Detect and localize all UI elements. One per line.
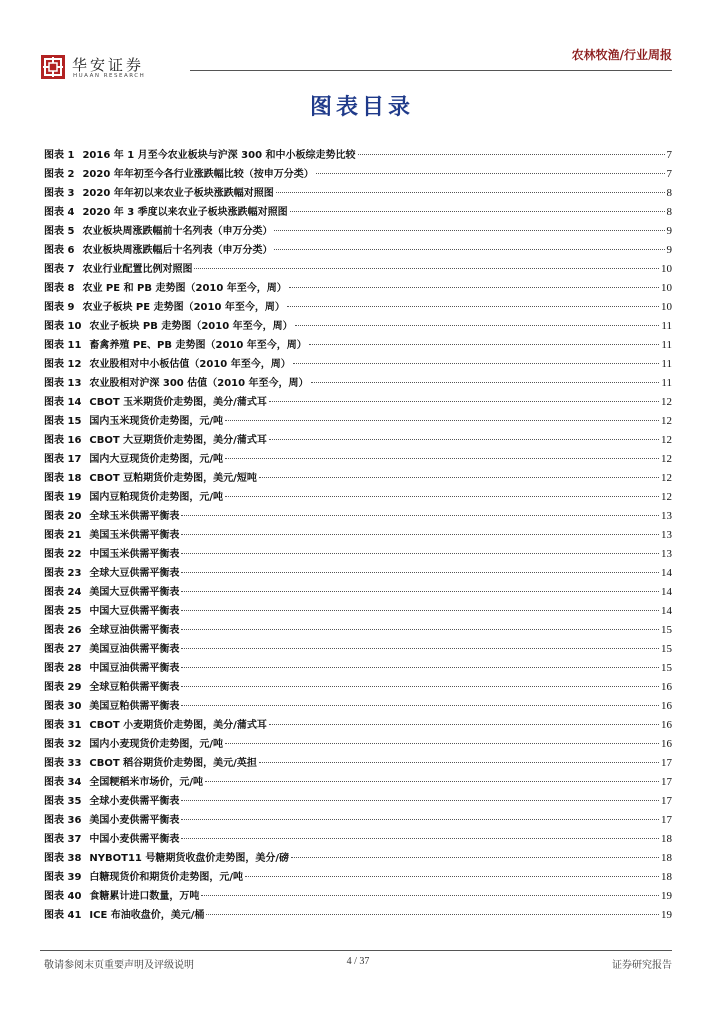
toc-entry-label: 图表 21 [44,530,82,541]
toc-entry-title: 中国玉米供需平衡表 [89,549,180,560]
toc-entry[interactable] [44,621,672,640]
page-title: 图表目录 [309,95,414,120]
toc-entry-title: 全球豆粕供需平衡表 [89,682,180,693]
toc-entry-title: 2020 年年初以来农业子板块涨跌幅对照图 [82,188,274,199]
toc-entry-page: 18 [661,871,672,883]
toc-entry-title: 国内小麦现货价走势图，元/吨 [89,739,224,750]
toc-entry[interactable] [44,583,672,602]
toc-entry-label: 图表 1 [44,150,75,161]
toc-entry-label: 图表 27 [44,644,82,655]
toc-entry[interactable] [44,165,672,184]
toc-dot-leader [225,420,659,421]
toc-dot-leader [181,800,659,801]
toc-entry-title: 农业 PE 和 PB 走势图（2010 年至今，周） [82,283,287,294]
toc-entry-title: 农业板块周涨跌幅前十名列表（申万分类） [82,226,273,237]
toc-entry[interactable] [44,450,672,469]
toc-entry-label: 图表 41 [44,910,82,921]
toc-entry[interactable] [44,355,672,374]
toc-dot-leader [181,591,659,592]
toc-dot-leader [295,325,660,326]
toc-entry-label: 图表 31 [44,720,82,731]
toc-dot-leader [225,458,659,459]
toc-entry-title: CBOT 小麦期货价走势图，美分/蒲式耳 [89,720,267,731]
toc-entry[interactable] [44,830,672,849]
toc-dot-leader [259,477,659,478]
toc-entry-label: 图表 26 [44,625,82,636]
toc-entry-page: 14 [661,567,672,579]
toc-entry-title: 畜禽养殖 PE、PB 走势图（2010 年至今，周） [89,340,307,351]
toc-entry-label: 图表 13 [44,378,82,389]
toc-entry-title: 全球玉米供需平衡表 [89,511,180,522]
toc-entry-title: 2020 年年初至今各行业涨跌幅比较（按申万分类） [82,169,314,180]
toc-dot-leader [225,496,659,497]
toc-entry-title: 美国大豆供需平衡表 [89,587,180,598]
toc-entry-title: 全球豆油供需平衡表 [89,625,180,636]
toc-entry-page: 9 [666,244,672,256]
toc-entry-page: 14 [661,586,672,598]
toc-entry[interactable] [44,792,672,811]
toc-entry-title: 美国小麦供需平衡表 [89,815,180,826]
toc-entry-label: 图表 22 [44,549,82,560]
toc-entry-title: 全球大豆供需平衡表 [89,568,180,579]
toc-entry-title: 2016 年 1 月至今农业板块与沪深 300 和中小板综走势比较 [82,150,356,161]
toc-entry-title: 农业板块周涨跌幅后十名列表（申万分类） [82,245,273,256]
toc-entry-label: 图表 39 [44,872,82,883]
toc-entry-page: 11 [661,320,672,332]
toc-entry[interactable] [44,412,672,431]
toc-entry-title: 美国豆油供需平衡表 [89,644,180,655]
toc-entry-page: 10 [661,301,672,313]
logo-mark-icon [40,54,66,80]
toc-entry[interactable] [44,526,672,545]
toc-entry[interactable] [44,241,672,260]
toc-entry[interactable] [44,811,672,830]
toc-entry-page: 16 [661,681,672,693]
toc-entry-label: 图表 15 [44,416,82,427]
toc-dot-leader [181,534,659,535]
toc-entry-page: 17 [661,757,672,769]
toc-entry-page: 10 [661,263,672,275]
toc-entry[interactable] [44,298,672,317]
toc-entry-label: 图表 30 [44,701,82,712]
toc-dot-leader [274,249,664,250]
toc-dot-leader [181,515,659,516]
toc-entry-title: 中国大豆供需平衡表 [89,606,180,617]
toc-entry-label: 图表 23 [44,568,82,579]
toc-dot-leader [291,857,659,858]
toc-dot-leader [309,344,660,345]
toc-entry[interactable] [44,279,672,298]
toc-entry-title: 农业股相对中小板估值（2010 年至今，周） [89,359,291,370]
toc-entry-title: 美国豆粕供需平衡表 [89,701,180,712]
toc-entry[interactable] [44,906,672,925]
toc-entry-label: 图表 40 [44,891,82,902]
toc-entry-page: 18 [661,852,672,864]
toc-entry[interactable] [44,260,672,279]
toc-dot-leader [293,363,660,364]
toc-entry-label: 图表 3 [44,188,75,199]
toc-entry[interactable] [44,659,672,678]
toc-entry[interactable] [44,754,672,773]
toc-entry-label: 图表 32 [44,739,82,750]
toc-dot-leader [181,648,659,649]
toc-entry-page: 16 [661,719,672,731]
toc-entry[interactable] [44,716,672,735]
toc-dot-leader [289,287,659,288]
report-type: 证券研究报告 [612,960,672,971]
toc-entry-label: 图表 28 [44,663,82,674]
toc-entry-page: 12 [661,472,672,484]
toc-entry-title: 国内大豆现货价走势图，元/吨 [89,454,224,465]
toc-entry[interactable] [44,374,672,393]
toc-entry-title: CBOT 玉米期货价走势图，美分/蒲式耳 [89,397,267,408]
logo-text-cn: 华安证券 [72,56,145,74]
toc-dot-leader [181,686,659,687]
toc-dot-leader [206,914,659,915]
toc-entry[interactable] [44,184,672,203]
toc-dot-leader [205,781,659,782]
toc-entry-label: 图表 38 [44,853,82,864]
toc-entry-title: 国内豆粕现货价走势图，元/吨 [89,492,224,503]
toc-dot-leader [311,382,660,383]
toc-entry-page: 18 [661,833,672,845]
toc-entry-page: 12 [661,415,672,427]
toc-entry-title: 中国豆油供需平衡表 [89,663,180,674]
toc-entry[interactable] [44,773,672,792]
logo-text-en: HUAAN RESEARCH [73,73,146,79]
toc-entry-page: 13 [661,529,672,541]
toc-dot-leader [181,819,659,820]
toc-entry[interactable] [44,602,672,621]
toc-entry-label: 图表 37 [44,834,82,845]
toc-entry-page: 10 [661,282,672,294]
toc-entry[interactable] [44,887,672,906]
toc-entry[interactable] [44,203,672,222]
report-category: 农林牧渔/行业周报 [571,48,672,62]
toc-dot-leader [201,895,659,896]
toc-entry-title: CBOT 稻谷期货价走势图，美元/英担 [89,758,257,769]
toc-entry-page: 11 [661,377,672,389]
toc-dot-leader [194,268,659,269]
toc-entry-page: 7 [666,149,672,161]
toc-entry-page: 19 [661,909,672,921]
toc-entry-label: 图表 7 [44,264,75,275]
toc-entry[interactable] [44,393,672,412]
toc-dot-leader [269,401,659,402]
toc-dot-leader [225,743,659,744]
toc-entry[interactable] [44,488,672,507]
toc-entry-label: 图表 11 [44,340,82,351]
toc-entry-label: 图表 18 [44,473,82,484]
toc-entry-page: 16 [661,700,672,712]
toc-entry-page: 8 [666,206,672,218]
toc-entry[interactable] [44,545,672,564]
toc-entry-label: 图表 14 [44,397,82,408]
toc-entry-label: 图表 12 [44,359,82,370]
footer-divider [40,950,672,951]
toc-entry-label: 图表 10 [44,321,82,332]
toc-entry-label: 图表 8 [44,283,75,294]
toc-entry-title: NYBOT11 号糖期货收盘价走势图，美分/磅 [89,853,290,864]
toc-dot-leader [181,610,659,611]
footer-disclaimer: 敬请参阅末页重要声明及评级说明 [44,960,194,971]
toc-entry-label: 图表 19 [44,492,82,503]
toc-entry-title: 农业股相对沪深 300 估值（2010 年至今，周） [89,378,309,389]
toc-entry-title: 美国玉米供需平衡表 [89,530,180,541]
toc-entry-page: 19 [661,890,672,902]
toc-entry-page: 12 [661,453,672,465]
toc-dot-leader [181,838,659,839]
toc-entry-page: 17 [661,776,672,788]
toc-entry-label: 图表 17 [44,454,82,465]
toc-entry[interactable] [44,507,672,526]
toc-entry-label: 图表 4 [44,207,75,218]
toc-entry-label: 图表 2 [44,169,75,180]
toc-entry[interactable] [44,849,672,868]
toc-entry-page: 13 [661,510,672,522]
toc-entry-label: 图表 29 [44,682,82,693]
toc-entry[interactable] [44,640,672,659]
toc-entry[interactable] [44,735,672,754]
toc-entry-page: 16 [661,738,672,750]
toc-entry-page: 12 [661,396,672,408]
toc-dot-leader [181,553,659,554]
toc-dot-leader [274,230,664,231]
toc-entry[interactable] [44,431,672,450]
toc-dot-leader [287,306,659,307]
toc-entry-page: 13 [661,548,672,560]
toc-entry-page: 17 [661,814,672,826]
toc-list [44,146,672,925]
toc-entry-page: 15 [661,662,672,674]
toc-entry[interactable] [44,317,672,336]
company-logo [40,54,180,84]
toc-entry-page: 7 [666,168,672,180]
toc-dot-leader [181,629,659,630]
toc-dot-leader [358,154,665,155]
toc-entry-title: CBOT 大豆期货价走势图，美分/蒲式耳 [89,435,267,446]
toc-entry[interactable] [44,678,672,697]
toc-entry-title: 全国粳稻米市场价，元/吨 [89,777,204,788]
toc-entry-label: 图表 33 [44,758,82,769]
toc-dot-leader [276,192,665,193]
toc-entry-title: 农业子板块 PE 走势图（2010 年至今，周） [82,302,285,313]
toc-entry-title: CBOT 豆粕期货价走势图，美元/短吨 [89,473,257,484]
toc-entry-title: 白糖现货价和期货价走势图，元/吨 [89,872,244,883]
toc-entry-label: 图表 24 [44,587,82,598]
toc-entry-title: 食糖累计进口数量，万吨 [89,891,200,902]
toc-entry-title: 国内玉米现货价走势图，元/吨 [89,416,224,427]
toc-entry-label: 图表 35 [44,796,82,807]
toc-entry-page: 12 [661,491,672,503]
toc-entry-page: 9 [666,225,672,237]
toc-entry-page: 17 [661,795,672,807]
toc-entry-label: 图表 5 [44,226,75,237]
toc-entry-page: 14 [661,605,672,617]
toc-entry-title: 农业行业配置比例对照图 [82,264,193,275]
toc-entry-page: 8 [666,187,672,199]
toc-entry[interactable] [44,336,672,355]
page-header [40,46,672,80]
toc-entry-label: 图表 25 [44,606,82,617]
toc-dot-leader [259,762,659,763]
toc-dot-leader [316,173,665,174]
toc-entry-label: 图表 6 [44,245,75,256]
toc-dot-leader [290,211,665,212]
toc-entry-page: 12 [661,434,672,446]
toc-dot-leader [245,876,659,877]
toc-entry-label: 图表 36 [44,815,82,826]
page-number: 4 / 37 [346,956,370,967]
toc-entry-title: 全球小麦供需平衡表 [89,796,180,807]
toc-entry-page: 15 [661,624,672,636]
toc-dot-leader [269,439,659,440]
toc-dot-leader [181,572,659,573]
toc-dot-leader [181,705,659,706]
toc-entry[interactable] [44,469,672,488]
toc-entry[interactable] [44,564,672,583]
toc-entry[interactable] [44,697,672,716]
toc-entry-label: 图表 34 [44,777,82,788]
toc-entry-page: 11 [661,339,672,351]
header-divider [190,70,672,71]
toc-entry[interactable] [44,146,672,165]
toc-dot-leader [269,724,659,725]
toc-entry-title: ICE 布油收盘价，美元/桶 [89,910,205,921]
toc-entry-page: 15 [661,643,672,655]
toc-entry[interactable] [44,222,672,241]
toc-entry-label: 图表 16 [44,435,82,446]
toc-entry-label: 图表 20 [44,511,82,522]
toc-entry-title: 农业子板块 PB 走势图（2010 年至今，周） [89,321,293,332]
toc-entry-title: 2020 年 3 季度以来农业子板块涨跌幅对照图 [82,207,288,218]
toc-entry-title: 中国小麦供需平衡表 [89,834,180,845]
toc-entry-page: 11 [661,358,672,370]
toc-entry-label: 图表 9 [44,302,75,313]
toc-dot-leader [181,667,659,668]
toc-entry[interactable] [44,868,672,887]
